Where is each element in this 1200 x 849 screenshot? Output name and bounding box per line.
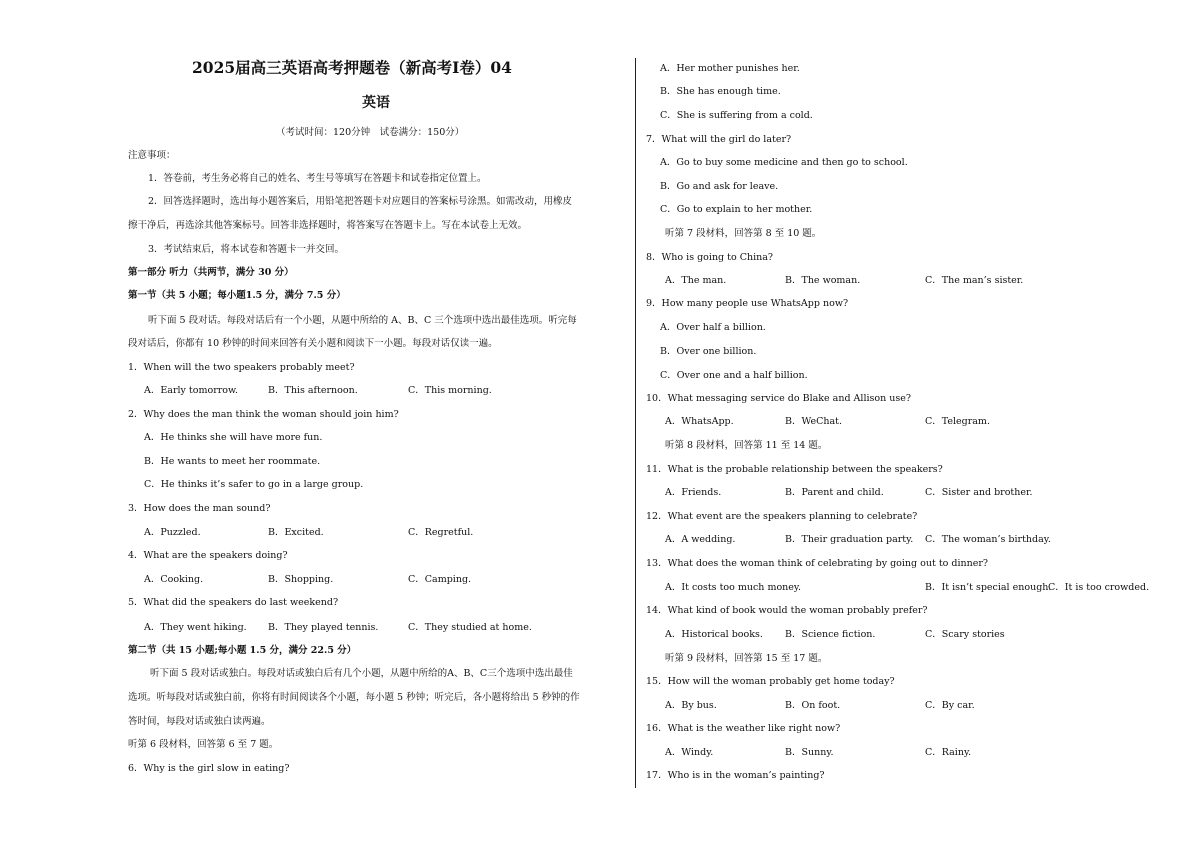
notice-item-2-cont: 擦干净后，再选涂其他答案标号。回答非选择题时，将答案写在答题卡上。写在本试卷上无效。 (128, 220, 528, 231)
question-16-stem: 16．What is the weather like right now? (646, 723, 841, 734)
question-2-option-b: B．He wants to meet her roommate. (144, 456, 321, 467)
question-15-option-a: A．By bus. (665, 700, 717, 711)
question-13-option-b: B．It isn’t special enough. (925, 582, 1052, 593)
question-14-stem: 14．What kind of book would the woman probably prefer? (646, 605, 928, 616)
notice-item-3: 3．考试结束后，将本试卷和答题卡一并交回。 (148, 244, 345, 255)
column-divider (635, 58, 636, 788)
section1-instructions: 听下面 5 段对话。每段对话后有一个小题，从题中所给的 A、B、C 三个选项中选出最佳选项。听完每 (148, 315, 577, 326)
question-2-option-c: C．He thinks it’s safer to go in a large group. (144, 479, 364, 490)
question-14-option-b: B．Science fiction. (785, 629, 876, 640)
question-6-option-a: A．Her mother punishes her. (660, 63, 800, 74)
question-7-option-c: C．Go to explain to her mother. (660, 204, 813, 215)
question-3-option-b: B．Excited. (268, 527, 324, 538)
section2-instructions-cont-1: 选项。听每段对话或独白前，你将有时间阅读各个小题，每小题 5 秒钟；听完后，各小题将给出 5 秒钟的作 (128, 692, 580, 703)
question-12-option-c: C．The woman’s birthday. (925, 534, 1051, 545)
question-12-option-b: B．Their graduation party. (785, 534, 914, 545)
question-2-option-a: A．He thinks she will have more fun. (144, 432, 323, 443)
question-9-stem: 9．How many people use WhatsApp now? (646, 298, 849, 309)
question-5-option-b: B．They played tennis. (268, 622, 379, 633)
subject-heading: 英语 (362, 95, 390, 111)
question-12-option-a: A．A wedding. (665, 534, 736, 545)
question-12-stem: 12．What event are the speakers planning to celebrate? (646, 511, 918, 522)
question-7-option-a: A．Go to buy some medicine and then go to school. (660, 157, 908, 168)
section2-instructions-cont-2: 答时间，每段对话或独白读两遍。 (128, 716, 271, 727)
notice-heading: 注意事项： (128, 150, 176, 161)
question-4-option-b: B．Shopping. (268, 574, 334, 585)
material-7-note: 听第 7 段材料，回答第 8 至 10 题。 (665, 228, 822, 239)
question-13-option-c: C．It is too crowded. (1048, 582, 1150, 593)
question-11-option-a: A．Friends. (665, 487, 722, 498)
question-16-option-c: C．Rainy. (925, 747, 972, 758)
material-9-note: 听第 9 段材料，回答第 15 至 17 题。 (665, 653, 828, 664)
material-8-note: 听第 8 段材料，回答第 11 至 14 题。 (665, 440, 828, 451)
question-15-option-c: C．By car. (925, 700, 975, 711)
question-6-option-c: C．She is suffering from a cold. (660, 110, 813, 121)
question-16-option-b: B．Sunny. (785, 747, 834, 758)
question-5-option-a: A．They went hiking. (144, 622, 247, 633)
question-6-stem: 6．Why is the girl slow in eating? (128, 763, 290, 774)
question-15-option-b: B．On foot. (785, 700, 841, 711)
question-9-option-c: C．Over one and a half billion. (660, 370, 808, 381)
question-3-option-a: A．Puzzled. (144, 527, 201, 538)
question-8-option-b: B．The woman. (785, 275, 861, 286)
question-11-stem: 11．What is the probable relationship between the speakers? (646, 464, 943, 475)
question-1-option-c: C．This morning. (408, 385, 492, 396)
question-10-option-a: A．WhatsApp. (665, 416, 734, 427)
question-4-option-a: A．Cooking. (144, 574, 204, 585)
section2-heading: 第二节（共 15 小题;每小题 1.5 分，满分 22.5 分） (128, 645, 357, 656)
question-14-option-a: A．Historical books. (665, 629, 763, 640)
question-9-option-b: B．Over one billion. (660, 346, 757, 357)
question-3-stem: 3．How does the man sound? (128, 503, 271, 514)
notice-item-2: 2．回答选择题时，选出每小题答案后，用铅笔把答题卡对应题目的答案标号涂黑。如需改动，用橡皮 (148, 196, 573, 207)
question-10-option-c: C．Telegram. (925, 416, 990, 427)
question-10-stem: 10．What messaging service do Blake and Allison use? (646, 393, 911, 404)
question-17-stem: 17．Who is in the woman’s painting? (646, 770, 825, 781)
question-13-stem: 13．What does the woman think of celebrating by going out to dinner? (646, 558, 988, 569)
question-8-option-c: C．The man’s sister. (925, 275, 1024, 286)
exam-info: （考试时间：120分钟 试卷满分：150分） (276, 127, 465, 138)
section2-instructions: 听下面 5 段对话或独白。每段对话或独白后有几个小题，从题中所给的A、B、C三个选项中选出最佳 (150, 668, 573, 679)
question-2-stem: 2．Why does the man think the woman should join him? (128, 409, 399, 420)
question-1-option-a: A．Early tomorrow. (144, 385, 239, 396)
question-15-stem: 15．How will the woman probably get home today? (646, 676, 895, 687)
notice-item-1: 1．答卷前，考生务必将自己的姓名、考生号等填写在答题卡和试卷指定位置上。 (148, 173, 487, 184)
question-6-option-b: B．She has enough time. (660, 86, 781, 97)
question-5-stem: 5．What did the speakers do last weekend? (128, 597, 339, 608)
question-4-option-c: C．Camping. (408, 574, 472, 585)
question-11-option-c: C．Sister and brother. (925, 487, 1033, 498)
question-11-option-b: B．Parent and child. (785, 487, 884, 498)
question-7-option-b: B．Go and ask for leave. (660, 181, 779, 192)
question-7-stem: 7．What will the girl do later? (646, 134, 792, 145)
question-5-option-c: C．They studied at home. (408, 622, 532, 633)
question-9-option-a: A．Over half a billion. (660, 322, 766, 333)
section1-heading: 第一节（共 5 小题；每小题1.5 分，满分 7.5 分） (128, 290, 346, 301)
question-3-option-c: C．Regretful. (408, 527, 474, 538)
question-14-option-c: C．Scary stories (925, 629, 1005, 640)
section1-instructions-cont: 段对话后，你都有 10 秒钟的时间来回答有关小题和阅读下一小题。每段对话仅读一遍。 (128, 338, 498, 349)
question-16-option-a: A．Windy. (665, 747, 714, 758)
exam-title: 2025届高三英语高考押题卷（新高考I卷）04 (192, 58, 512, 77)
question-10-option-b: B．WeChat. (785, 416, 842, 427)
part1-heading: 第一部分 听力（共两节，满分 30 分） (128, 267, 294, 278)
question-1-option-b: B．This afternoon. (268, 385, 358, 396)
question-1-stem: 1．When will the two speakers probably meet? (128, 362, 355, 373)
question-8-stem: 8．Who is going to China? (646, 252, 774, 263)
question-13-option-a: A．It costs too much money. (665, 582, 802, 593)
question-4-stem: 4．What are the speakers doing? (128, 550, 288, 561)
question-8-option-a: A．The man. (665, 275, 727, 286)
material-6-note: 听第 6 段材料，回答第 6 至 7 题。 (128, 739, 279, 750)
